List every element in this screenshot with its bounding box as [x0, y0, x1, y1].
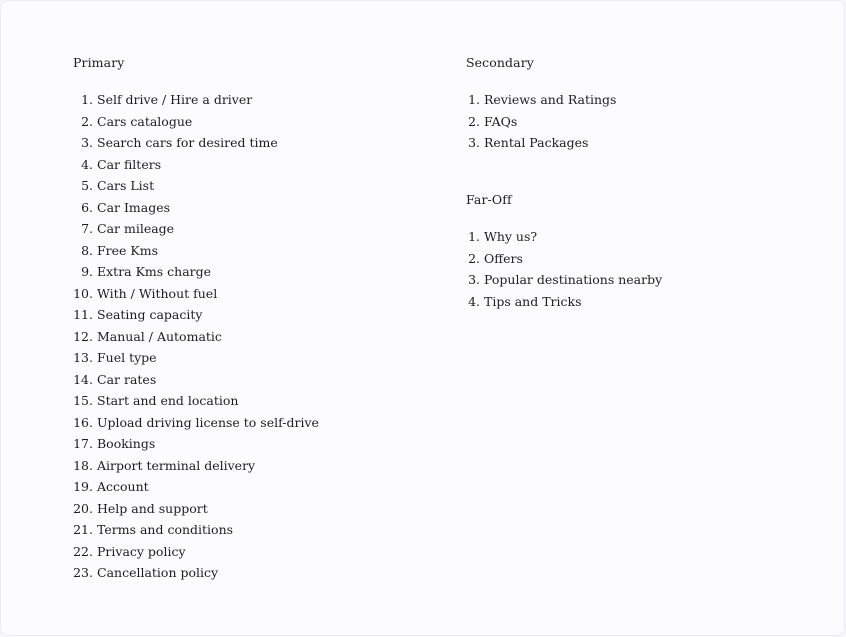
list-item-label: Fuel type	[97, 350, 157, 365]
list-item-number: 12 .	[73, 326, 93, 348]
list-item-label: Car Images	[97, 199, 171, 215]
list-item-label: Car mileage	[97, 221, 175, 236]
list-item	[466, 111, 616, 133]
list-item-label: Cars catalogue	[97, 113, 193, 129]
list-item	[73, 175, 319, 197]
list-item-label: Free Kms	[97, 242, 159, 258]
list-item	[73, 476, 319, 498]
list-item-label: Car rates	[97, 371, 157, 387]
list-item-label: Airport terminal delivery	[97, 457, 256, 473]
list-item-number: 2 .	[73, 111, 93, 133]
list-item-label: With / Without fuel	[97, 285, 218, 301]
list-item-label: Self drive / Hire a driver	[97, 92, 253, 107]
list-item	[73, 433, 319, 455]
list-item-number: 1 .	[466, 89, 480, 111]
list-item-label: Upload driving license to self-drive	[97, 414, 319, 430]
list-item-number: 7 .	[73, 218, 93, 240]
list-item-number: 20 .	[73, 498, 93, 520]
list-item-label: Rental Packages	[484, 135, 589, 150]
list-item	[73, 261, 319, 283]
list-item-number: 15 .	[73, 390, 93, 412]
list-item-number: 5 .	[73, 175, 93, 197]
list-item-label: Privacy policy	[97, 543, 186, 559]
list-item	[73, 304, 319, 326]
list-item-label: Extra Kms charge	[97, 264, 212, 279]
list-item-label: Account	[97, 479, 149, 494]
list-item-number: 22 .	[73, 541, 93, 563]
list-item	[73, 347, 319, 369]
list-item	[73, 218, 319, 240]
list-item	[466, 269, 662, 291]
primary-heading: Primary	[73, 55, 125, 70]
list-item	[73, 326, 319, 348]
list-item-number: 4 .	[73, 154, 93, 176]
list-item-number: 3 .	[466, 269, 480, 291]
list-item	[466, 226, 662, 248]
list-item-label: Reviews and Ratings	[484, 92, 617, 107]
list-item-number: 23 .	[73, 562, 93, 584]
list-item-label: Manual / Automatic	[97, 328, 222, 344]
list-item-number: 9 .	[73, 261, 93, 283]
list-item-number: 21 .	[73, 519, 93, 541]
list-item-number: 14 .	[73, 369, 93, 391]
list-item	[466, 132, 616, 154]
far-off-section	[466, 192, 662, 312]
list-item	[73, 519, 319, 541]
list-item-number: 10 .	[73, 283, 93, 305]
list-item-number: 17 .	[73, 433, 93, 455]
list-item-number: 8 .	[73, 240, 93, 262]
list-item	[73, 455, 319, 477]
list-item	[73, 390, 319, 412]
list-item-label: Bookings	[97, 436, 156, 451]
list-item-label: Tips and Tricks	[484, 293, 582, 309]
secondary-list	[466, 89, 616, 154]
secondary-section	[466, 55, 616, 154]
list-item	[73, 240, 319, 262]
list-item	[466, 291, 662, 313]
list-item-number: 2 .	[466, 248, 480, 270]
list-item	[73, 562, 319, 584]
list-item	[466, 89, 616, 111]
list-item	[73, 154, 319, 176]
list-item	[73, 283, 319, 305]
list-item-number: 18 .	[73, 455, 93, 477]
far-off-list	[466, 226, 662, 312]
list-item-label: FAQs	[484, 113, 518, 129]
list-item	[73, 412, 319, 434]
list-item-number: 16 .	[73, 412, 93, 434]
list-item	[73, 132, 319, 154]
list-item-number: 13 .	[73, 347, 93, 369]
list-item	[466, 248, 662, 270]
list-item-number: 11 .	[73, 304, 93, 326]
list-item-label: Cars List	[97, 178, 155, 193]
list-item	[73, 197, 319, 219]
primary-list	[73, 89, 319, 584]
list-item-number: 19 .	[73, 476, 93, 498]
list-item-label: Help and support	[97, 500, 208, 516]
list-item-label: Popular destinations nearby	[484, 272, 663, 287]
list-item	[73, 369, 319, 391]
list-item-number: 2 .	[466, 111, 480, 133]
list-item-number: 1 .	[73, 89, 93, 111]
list-item-label: Offers	[484, 250, 523, 266]
list-item-label: Search cars for desired time	[97, 135, 278, 150]
list-item	[73, 89, 319, 111]
list-item-number: 3 .	[466, 132, 480, 154]
list-item-number: 1 .	[466, 226, 480, 248]
far-off-heading: Far-Off	[466, 192, 512, 207]
list-item-label: Cancellation policy	[97, 565, 219, 580]
list-item-number: 3 .	[73, 132, 93, 154]
list-item-number: 6 .	[73, 197, 93, 219]
list-item-label: Start and end location	[97, 393, 239, 408]
list-item-number: 4 .	[466, 291, 480, 313]
secondary-heading: Secondary	[466, 55, 534, 70]
list-item-label: Seating capacity	[97, 307, 203, 322]
list-item	[73, 541, 319, 563]
list-item-label: Car filters	[97, 156, 162, 172]
list-item	[73, 498, 319, 520]
list-item	[73, 111, 319, 133]
primary-section	[73, 55, 319, 584]
list-item-label: Why us?	[484, 229, 538, 244]
list-item-label: Terms and conditions	[97, 522, 234, 537]
